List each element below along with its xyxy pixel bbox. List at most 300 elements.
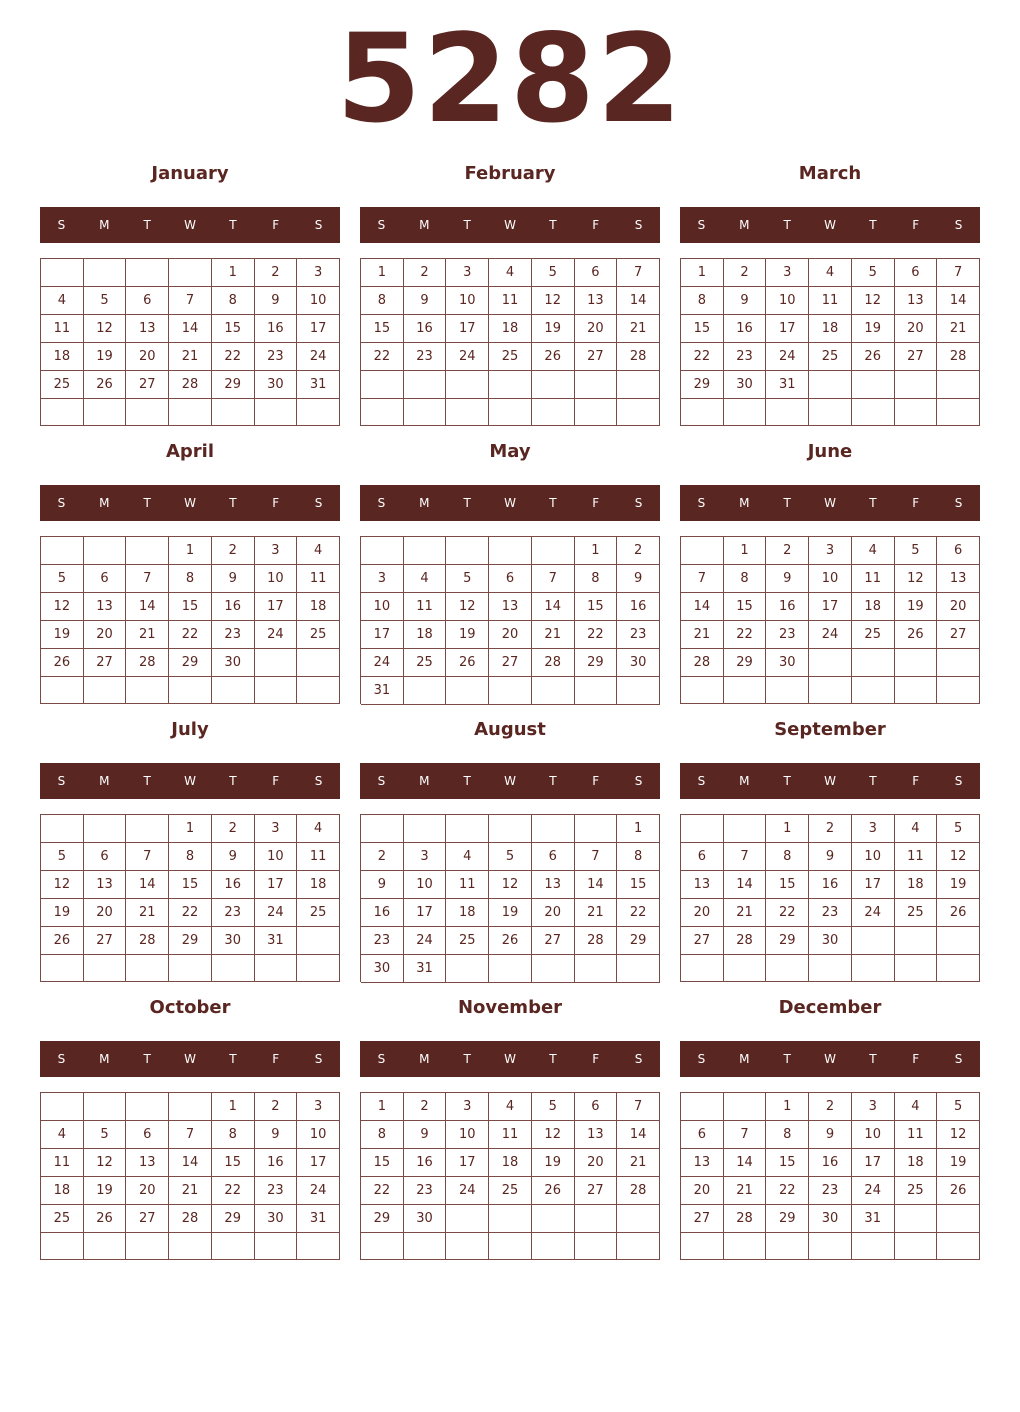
empty-cell xyxy=(255,399,298,426)
day-cell: 6 xyxy=(575,259,618,287)
day-cell: 17 xyxy=(255,593,298,621)
day-cell: 29 xyxy=(212,371,255,399)
month-name: January xyxy=(151,163,229,184)
weekday-label: F xyxy=(912,1052,920,1066)
day-cell: 20 xyxy=(895,315,938,343)
empty-cell xyxy=(255,955,298,982)
weekday-label: S xyxy=(377,496,386,510)
day-cell: 21 xyxy=(617,1149,660,1177)
day-cell: 19 xyxy=(84,1177,127,1205)
weekday-header xyxy=(40,1041,340,1077)
day-cell: 3 xyxy=(852,815,895,843)
empty-cell xyxy=(84,955,127,982)
day-cell: 1 xyxy=(169,537,212,565)
empty-cell xyxy=(532,677,575,705)
weekday-label: S xyxy=(697,774,706,788)
weekday-label: T xyxy=(869,774,877,788)
day-cell: 28 xyxy=(532,649,575,677)
empty-cell xyxy=(532,371,575,399)
weekday-label: F xyxy=(272,496,280,510)
day-cell: 9 xyxy=(212,843,255,871)
empty-cell xyxy=(297,399,340,426)
weekday-label: W xyxy=(184,218,196,232)
day-cell: 17 xyxy=(297,315,340,343)
day-cell: 13 xyxy=(532,871,575,899)
weekday-label: S xyxy=(954,774,963,788)
day-cell: 5 xyxy=(852,259,895,287)
empty-cell xyxy=(895,955,938,982)
day-cell: 14 xyxy=(617,1121,660,1149)
day-cell: 23 xyxy=(255,343,298,371)
day-cell: 3 xyxy=(297,1093,340,1121)
day-cell: 30 xyxy=(617,649,660,677)
weekday-label: S xyxy=(377,218,386,232)
day-cell: 1 xyxy=(361,1093,404,1121)
day-cell: 11 xyxy=(489,287,532,315)
weekday-label: W xyxy=(184,1052,196,1066)
empty-cell xyxy=(84,1093,127,1121)
weekday-header xyxy=(680,763,980,799)
day-grid xyxy=(40,1092,340,1260)
day-cell: 8 xyxy=(361,287,404,315)
weekday-label: W xyxy=(184,496,196,510)
day-cell: 24 xyxy=(361,649,404,677)
day-cell: 25 xyxy=(895,1177,938,1205)
empty-cell xyxy=(41,677,84,704)
empty-cell xyxy=(404,815,447,843)
day-cell: 3 xyxy=(446,259,489,287)
day-cell: 16 xyxy=(809,871,852,899)
month-name: March xyxy=(798,163,862,184)
weekday-label: M xyxy=(419,774,430,788)
empty-cell xyxy=(895,677,938,704)
day-cell: 14 xyxy=(169,315,212,343)
day-cell: 11 xyxy=(446,871,489,899)
day-cell: 27 xyxy=(937,621,980,649)
weekday-label: S xyxy=(954,218,963,232)
weekday-label: T xyxy=(463,218,471,232)
day-cell: 29 xyxy=(361,1205,404,1233)
weekday-label: F xyxy=(592,218,600,232)
day-grid xyxy=(40,814,340,982)
day-cell: 6 xyxy=(84,843,127,871)
weekday-label: T xyxy=(783,218,791,232)
day-cell: 12 xyxy=(937,843,980,871)
day-cell: 1 xyxy=(617,815,660,843)
day-cell: 23 xyxy=(809,899,852,927)
empty-cell xyxy=(446,399,489,427)
day-cell: 13 xyxy=(126,315,169,343)
day-cell: 3 xyxy=(766,259,809,287)
day-cell: 20 xyxy=(489,621,532,649)
weekday-header xyxy=(40,207,340,243)
day-cell: 8 xyxy=(212,1121,255,1149)
empty-cell xyxy=(681,1233,724,1260)
day-cell: 1 xyxy=(766,815,809,843)
day-cell: 7 xyxy=(937,259,980,287)
day-cell: 20 xyxy=(937,593,980,621)
month-name: April xyxy=(165,441,215,462)
day-cell: 2 xyxy=(255,259,298,287)
weekday-label: F xyxy=(272,1052,280,1066)
day-cell: 21 xyxy=(169,1177,212,1205)
weekday-label: S xyxy=(954,1052,963,1066)
day-cell: 18 xyxy=(809,315,852,343)
empty-cell xyxy=(724,1233,767,1260)
weekday-header xyxy=(680,1041,980,1077)
day-cell: 5 xyxy=(84,1121,127,1149)
empty-cell xyxy=(212,399,255,426)
empty-cell xyxy=(575,815,618,843)
day-cell: 24 xyxy=(852,1177,895,1205)
weekday-label: T xyxy=(143,774,151,788)
weekday-label: W xyxy=(504,496,516,510)
day-cell: 6 xyxy=(681,843,724,871)
day-cell: 27 xyxy=(895,343,938,371)
empty-cell xyxy=(575,399,618,427)
day-cell: 11 xyxy=(41,315,84,343)
weekday-label: S xyxy=(314,1052,323,1066)
weekday-label: W xyxy=(184,774,196,788)
day-cell: 13 xyxy=(575,1121,618,1149)
day-cell: 11 xyxy=(297,843,340,871)
empty-cell xyxy=(446,1233,489,1260)
day-cell: 7 xyxy=(169,1121,212,1149)
day-cell: 13 xyxy=(937,565,980,593)
weekday-label: W xyxy=(504,774,516,788)
day-cell: 9 xyxy=(404,1121,447,1149)
day-cell: 27 xyxy=(84,927,127,955)
day-cell: 1 xyxy=(724,537,767,565)
weekday-label: S xyxy=(634,1052,643,1066)
empty-cell xyxy=(169,399,212,426)
day-cell: 17 xyxy=(255,871,298,899)
empty-cell xyxy=(809,677,852,704)
weekday-label: F xyxy=(912,774,920,788)
day-cell: 11 xyxy=(895,843,938,871)
day-cell: 5 xyxy=(937,815,980,843)
day-cell: 15 xyxy=(212,315,255,343)
empty-cell xyxy=(575,1205,618,1233)
weekday-label: M xyxy=(99,218,110,232)
day-cell: 10 xyxy=(852,843,895,871)
day-cell: 2 xyxy=(212,815,255,843)
weekday-label: M xyxy=(739,774,750,788)
empty-cell xyxy=(766,677,809,704)
empty-cell xyxy=(489,1205,532,1233)
empty-cell xyxy=(126,259,169,287)
empty-cell xyxy=(297,955,340,982)
day-cell: 25 xyxy=(809,343,852,371)
empty-cell xyxy=(297,649,340,677)
day-cell: 7 xyxy=(617,259,660,287)
day-cell: 6 xyxy=(532,843,575,871)
weekday-label: S xyxy=(314,774,323,788)
day-cell: 9 xyxy=(617,565,660,593)
day-cell: 24 xyxy=(809,621,852,649)
day-cell: 23 xyxy=(617,621,660,649)
day-cell: 3 xyxy=(404,843,447,871)
day-cell: 20 xyxy=(126,343,169,371)
weekday-label: S xyxy=(57,1052,66,1066)
empty-cell xyxy=(766,1233,809,1260)
day-cell: 22 xyxy=(724,621,767,649)
weekday-label: S xyxy=(314,218,323,232)
day-cell: 28 xyxy=(126,649,169,677)
weekday-label: T xyxy=(869,218,877,232)
empty-cell xyxy=(532,537,575,565)
day-cell: 23 xyxy=(809,1177,852,1205)
day-cell: 23 xyxy=(255,1177,298,1205)
day-cell: 26 xyxy=(41,927,84,955)
day-cell: 19 xyxy=(895,593,938,621)
month-name: September xyxy=(774,719,886,740)
empty-cell xyxy=(724,1093,767,1121)
empty-cell xyxy=(895,1233,938,1260)
day-grid xyxy=(40,258,340,426)
day-cell: 5 xyxy=(532,259,575,287)
day-grid xyxy=(360,1092,660,1260)
empty-cell xyxy=(852,677,895,704)
day-cell: 13 xyxy=(681,1149,724,1177)
weekday-header xyxy=(40,485,340,521)
day-cell: 9 xyxy=(361,871,404,899)
empty-cell xyxy=(446,955,489,983)
day-cell: 14 xyxy=(532,593,575,621)
day-cell: 9 xyxy=(255,1121,298,1149)
empty-cell xyxy=(446,371,489,399)
empty-cell xyxy=(532,399,575,427)
empty-cell xyxy=(361,399,404,427)
weekday-label: F xyxy=(272,774,280,788)
day-cell: 16 xyxy=(617,593,660,621)
weekday-label: M xyxy=(99,774,110,788)
month-name: May xyxy=(489,441,531,462)
day-cell: 16 xyxy=(724,315,767,343)
empty-cell xyxy=(446,815,489,843)
day-cell: 31 xyxy=(404,955,447,983)
empty-cell xyxy=(852,955,895,982)
day-cell: 8 xyxy=(681,287,724,315)
day-cell: 25 xyxy=(895,899,938,927)
empty-cell xyxy=(212,955,255,982)
day-cell: 15 xyxy=(361,315,404,343)
day-cell: 27 xyxy=(681,927,724,955)
day-cell: 13 xyxy=(489,593,532,621)
empty-cell xyxy=(212,1233,255,1260)
empty-cell xyxy=(41,399,84,426)
day-cell: 11 xyxy=(297,565,340,593)
weekday-header xyxy=(360,485,660,521)
day-cell: 8 xyxy=(724,565,767,593)
empty-cell xyxy=(84,1233,127,1260)
day-cell: 8 xyxy=(212,287,255,315)
day-cell: 15 xyxy=(681,315,724,343)
day-cell: 4 xyxy=(41,1121,84,1149)
empty-cell xyxy=(126,537,169,565)
weekday-label: S xyxy=(377,1052,386,1066)
day-cell: 20 xyxy=(681,899,724,927)
day-cell: 18 xyxy=(895,1149,938,1177)
empty-cell xyxy=(126,815,169,843)
day-grid xyxy=(360,814,660,982)
weekday-header xyxy=(680,207,980,243)
empty-cell xyxy=(169,677,212,704)
day-grid xyxy=(680,1092,980,1260)
day-cell: 13 xyxy=(575,287,618,315)
day-cell: 31 xyxy=(297,1205,340,1233)
day-cell: 24 xyxy=(255,899,298,927)
day-cell: 24 xyxy=(446,1177,489,1205)
day-cell: 18 xyxy=(489,315,532,343)
weekday-label: T xyxy=(229,218,237,232)
day-cell: 13 xyxy=(126,1149,169,1177)
weekday-label: T xyxy=(549,218,557,232)
weekday-label: T xyxy=(783,774,791,788)
day-cell: 2 xyxy=(809,815,852,843)
day-cell: 22 xyxy=(169,621,212,649)
day-cell: 7 xyxy=(169,287,212,315)
day-cell: 21 xyxy=(724,899,767,927)
day-cell: 4 xyxy=(297,815,340,843)
day-cell: 21 xyxy=(126,899,169,927)
day-cell: 20 xyxy=(126,1177,169,1205)
empty-cell xyxy=(489,537,532,565)
day-cell: 23 xyxy=(212,621,255,649)
day-cell: 16 xyxy=(404,1149,447,1177)
day-cell: 1 xyxy=(212,1093,255,1121)
day-cell: 9 xyxy=(255,287,298,315)
day-cell: 4 xyxy=(895,1093,938,1121)
empty-cell xyxy=(297,677,340,704)
day-cell: 22 xyxy=(361,1177,404,1205)
day-cell: 18 xyxy=(446,899,489,927)
day-cell: 26 xyxy=(895,621,938,649)
empty-cell xyxy=(852,927,895,955)
weekday-label: S xyxy=(634,774,643,788)
month-name: June xyxy=(807,441,853,462)
day-cell: 26 xyxy=(852,343,895,371)
day-cell: 1 xyxy=(361,259,404,287)
day-cell: 2 xyxy=(809,1093,852,1121)
day-cell: 28 xyxy=(617,1177,660,1205)
day-cell: 25 xyxy=(489,1177,532,1205)
day-cell: 6 xyxy=(937,537,980,565)
empty-cell xyxy=(852,399,895,426)
weekday-label: M xyxy=(739,1052,750,1066)
empty-cell xyxy=(126,677,169,704)
day-cell: 25 xyxy=(852,621,895,649)
day-cell: 31 xyxy=(361,677,404,705)
empty-cell xyxy=(937,677,980,704)
empty-cell xyxy=(361,815,404,843)
day-cell: 26 xyxy=(84,1205,127,1233)
day-cell: 19 xyxy=(852,315,895,343)
day-cell: 7 xyxy=(126,565,169,593)
day-cell: 5 xyxy=(41,565,84,593)
weekday-label: T xyxy=(143,496,151,510)
day-cell: 15 xyxy=(169,871,212,899)
month-name: July xyxy=(171,719,209,740)
day-cell: 15 xyxy=(212,1149,255,1177)
day-cell: 4 xyxy=(489,259,532,287)
day-cell: 12 xyxy=(532,1121,575,1149)
day-grid xyxy=(40,536,340,704)
day-cell: 30 xyxy=(361,955,404,983)
weekday-label: T xyxy=(229,774,237,788)
day-cell: 1 xyxy=(766,1093,809,1121)
day-cell: 10 xyxy=(361,593,404,621)
day-cell: 7 xyxy=(724,1121,767,1149)
empty-cell xyxy=(404,371,447,399)
empty-cell xyxy=(766,399,809,426)
day-cell: 10 xyxy=(852,1121,895,1149)
day-cell: 5 xyxy=(895,537,938,565)
empty-cell xyxy=(681,1093,724,1121)
day-cell: 21 xyxy=(681,621,724,649)
day-cell: 30 xyxy=(212,927,255,955)
empty-cell xyxy=(681,815,724,843)
weekday-label: S xyxy=(697,218,706,232)
empty-cell xyxy=(84,259,127,287)
day-cell: 24 xyxy=(297,343,340,371)
day-cell: 2 xyxy=(404,1093,447,1121)
day-cell: 25 xyxy=(41,371,84,399)
weekday-label: M xyxy=(99,496,110,510)
day-cell: 23 xyxy=(404,343,447,371)
day-cell: 11 xyxy=(404,593,447,621)
day-cell: 27 xyxy=(84,649,127,677)
day-cell: 19 xyxy=(489,899,532,927)
day-cell: 22 xyxy=(766,899,809,927)
empty-cell xyxy=(297,927,340,955)
month-october xyxy=(40,988,340,1256)
weekday-header xyxy=(680,485,980,521)
weekday-label: M xyxy=(99,1052,110,1066)
empty-cell xyxy=(255,677,298,704)
month-june xyxy=(680,432,980,700)
month-september xyxy=(680,710,980,978)
day-cell: 8 xyxy=(169,565,212,593)
weekday-label: T xyxy=(549,1052,557,1066)
day-cell: 26 xyxy=(937,899,980,927)
empty-cell xyxy=(361,1233,404,1260)
day-cell: 2 xyxy=(724,259,767,287)
empty-cell xyxy=(41,955,84,982)
weekday-label: T xyxy=(143,1052,151,1066)
day-cell: 18 xyxy=(489,1149,532,1177)
weekday-label: T xyxy=(143,218,151,232)
empty-cell xyxy=(724,677,767,704)
weekday-label: S xyxy=(57,218,66,232)
empty-cell xyxy=(126,1093,169,1121)
day-cell: 6 xyxy=(84,565,127,593)
day-cell: 15 xyxy=(575,593,618,621)
day-cell: 22 xyxy=(212,1177,255,1205)
day-cell: 26 xyxy=(532,343,575,371)
day-cell: 19 xyxy=(532,1149,575,1177)
day-cell: 16 xyxy=(255,315,298,343)
empty-cell xyxy=(617,399,660,427)
day-cell: 23 xyxy=(766,621,809,649)
empty-cell xyxy=(84,537,127,565)
day-cell: 15 xyxy=(617,871,660,899)
empty-cell xyxy=(169,1093,212,1121)
empty-cell xyxy=(489,1233,532,1260)
day-cell: 7 xyxy=(681,565,724,593)
day-cell: 2 xyxy=(404,259,447,287)
day-cell: 17 xyxy=(852,871,895,899)
